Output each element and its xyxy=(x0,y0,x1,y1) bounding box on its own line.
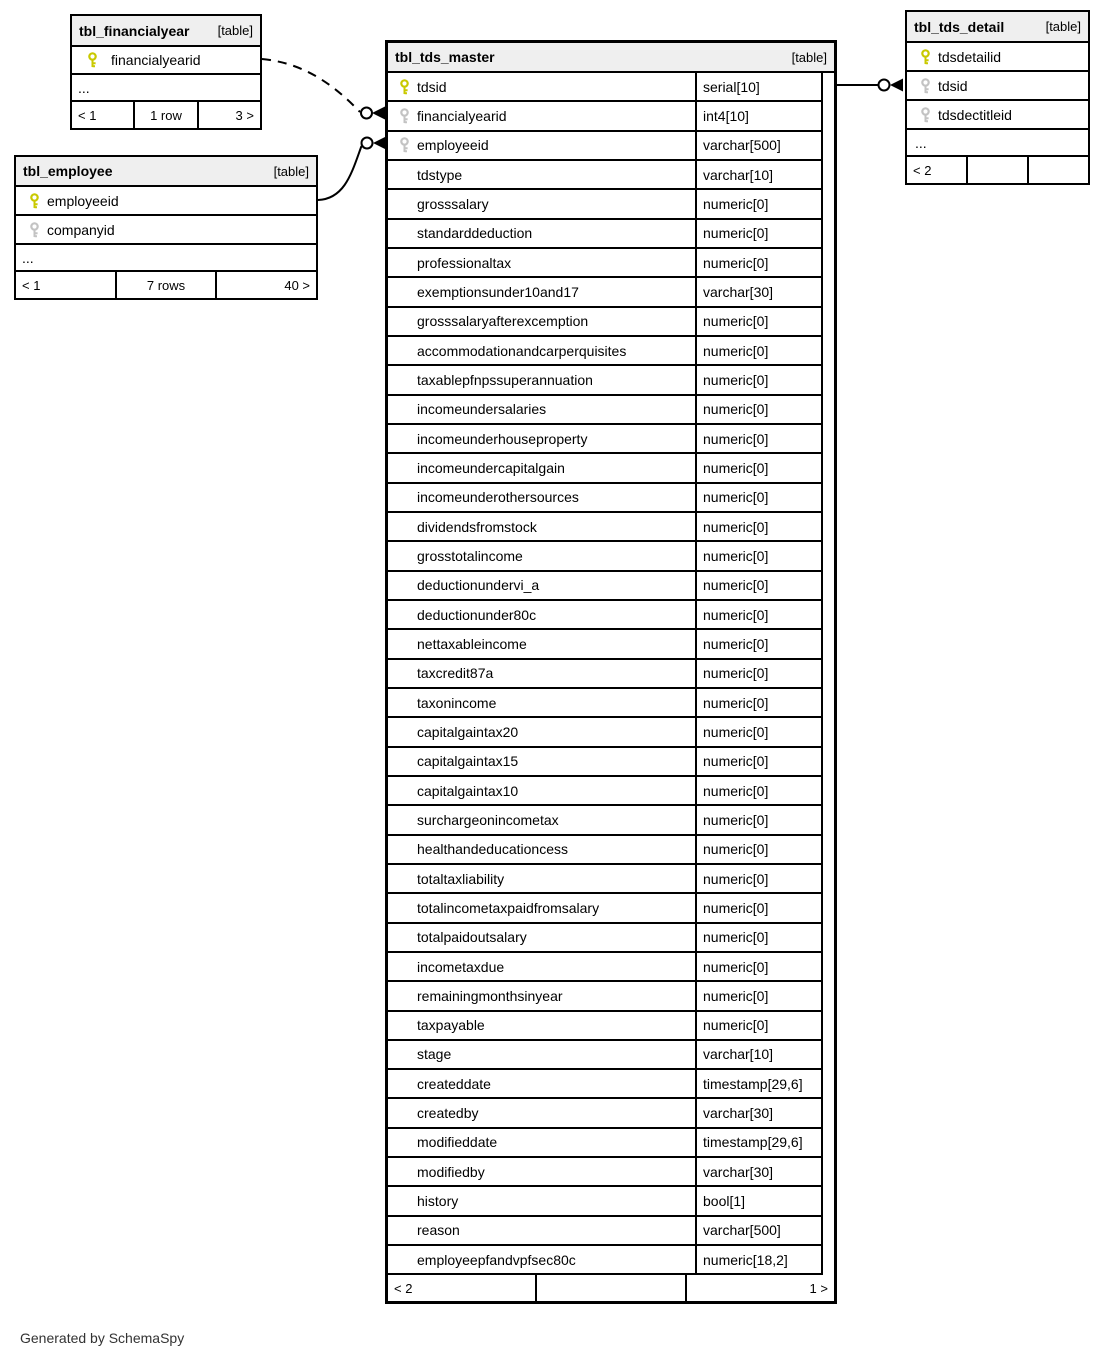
column-name: employeeid xyxy=(47,192,119,209)
footer-prev-count: < 2 xyxy=(913,162,932,178)
column-type: numeric[0] xyxy=(695,572,821,599)
relation-anchor-strip xyxy=(821,73,834,1275)
column-type: varchar[30] xyxy=(695,1099,821,1126)
column-type: timestamp[29,6] xyxy=(695,1129,821,1156)
generator-note: Generated by SchemaSpy xyxy=(20,1330,185,1346)
table-row xyxy=(388,220,821,249)
column-name: professionaltax xyxy=(417,254,512,271)
table-tbl_financialyear[interactable] xyxy=(70,14,262,130)
table-footer xyxy=(16,272,316,298)
column-type: varchar[30] xyxy=(695,278,821,305)
column-type: numeric[0] xyxy=(695,660,821,687)
column-name: healthandeducationcess xyxy=(417,841,569,858)
column-name: ... xyxy=(915,134,927,151)
table-header xyxy=(388,43,834,73)
table-header xyxy=(16,157,316,187)
column-name: capitalgaintax20 xyxy=(417,723,519,740)
footer-row-count xyxy=(535,1275,684,1301)
table-row xyxy=(388,1217,821,1246)
table-row xyxy=(388,249,821,278)
column-name: nettaxableincome xyxy=(417,635,527,652)
table-row xyxy=(388,396,821,425)
footer-prev-count: < 1 xyxy=(78,107,97,123)
table-row xyxy=(907,72,1088,101)
footer-prev-count: < 2 xyxy=(394,1280,413,1296)
column-type: numeric[0] xyxy=(695,689,821,716)
column-type: bool[1] xyxy=(695,1187,821,1214)
column-name: tdsdectitleid xyxy=(938,106,1012,123)
column-name: employeepfandvpfsec80c xyxy=(417,1251,576,1268)
column-name: employeeid xyxy=(417,137,489,154)
column-type: varchar[10] xyxy=(695,161,821,188)
key-icon xyxy=(919,78,932,94)
column-type: numeric[0] xyxy=(695,748,821,775)
column-name: exemptionsunder10and17 xyxy=(417,283,579,300)
column-name: grosssalaryafterexcemption xyxy=(417,313,589,330)
column-type: numeric[0] xyxy=(695,924,821,951)
column-type: numeric[0] xyxy=(695,454,821,481)
footer-next-count: 40 > xyxy=(215,272,316,298)
column-type: serial[10] xyxy=(695,73,821,100)
table-row xyxy=(388,836,821,865)
column-name: grosssalary xyxy=(417,195,489,212)
footer-row-count: 1 row xyxy=(133,102,196,128)
column-type: varchar[30] xyxy=(695,1158,821,1185)
column-name: ... xyxy=(78,79,90,96)
table-row xyxy=(388,806,821,835)
column-name: surchargeonincometax xyxy=(417,811,559,828)
column-name: dividendsfromstock xyxy=(417,518,537,535)
key-icon xyxy=(919,107,932,123)
column-type: numeric[0] xyxy=(695,425,821,452)
column-name: capitalgaintax15 xyxy=(417,753,519,770)
column-name: tdsid xyxy=(938,77,968,94)
table-row xyxy=(907,43,1088,72)
table-row xyxy=(388,73,821,102)
table-footer xyxy=(72,102,260,128)
column-name: reason xyxy=(417,1222,460,1239)
key-icon xyxy=(28,222,41,238)
column-name: totaltaxliability xyxy=(417,870,505,887)
table-header xyxy=(72,16,260,47)
column-name: remainingmonthsinyear xyxy=(417,987,563,1004)
column-name: taxpayable xyxy=(417,1017,485,1034)
column-type: numeric[0] xyxy=(695,894,821,921)
key-icon xyxy=(919,49,932,65)
table-row xyxy=(16,216,316,245)
column-type: varchar[500] xyxy=(695,1217,821,1244)
table-row xyxy=(388,337,821,366)
column-name: standarddeduction xyxy=(417,225,533,242)
key-icon xyxy=(398,108,411,124)
table-row xyxy=(388,894,821,923)
column-name: tdstype xyxy=(417,166,463,183)
table-row xyxy=(907,130,1088,157)
column-type: numeric[0] xyxy=(695,601,821,628)
column-name: stage xyxy=(417,1046,452,1063)
table-row xyxy=(388,718,821,747)
column-name: taxcredit87a xyxy=(417,665,494,682)
column-type: varchar[10] xyxy=(695,1041,821,1068)
table-row xyxy=(388,366,821,395)
table-name: tbl_financialyear xyxy=(79,22,190,39)
table-row xyxy=(388,484,821,513)
column-name: incomeunderothersources xyxy=(417,489,579,506)
column-type: numeric[0] xyxy=(695,718,821,745)
column-type: numeric[0] xyxy=(695,396,821,423)
key-icon xyxy=(28,193,41,209)
table-row xyxy=(388,1070,821,1099)
footer-next-count: 1 > xyxy=(685,1275,834,1301)
table-row xyxy=(16,187,316,216)
table-row xyxy=(388,982,821,1011)
column-name: incometaxdue xyxy=(417,958,505,975)
table-row xyxy=(388,308,821,337)
column-type: numeric[0] xyxy=(695,1012,821,1039)
table-type-badge: [table] xyxy=(273,163,309,179)
table-row xyxy=(72,75,260,102)
column-type: int4[10] xyxy=(695,102,821,129)
table-header xyxy=(907,12,1088,43)
table-footer xyxy=(907,157,1088,183)
column-type: numeric[0] xyxy=(695,836,821,863)
table-row xyxy=(388,953,821,982)
key-icon xyxy=(398,137,411,153)
column-type: numeric[0] xyxy=(695,513,821,540)
column-name: modifieddate xyxy=(417,1134,498,1151)
column-name: createdby xyxy=(417,1105,479,1122)
table-row xyxy=(907,101,1088,130)
table-row xyxy=(388,1187,821,1216)
table-row xyxy=(388,161,821,190)
column-name: deductionundervi_a xyxy=(417,577,540,594)
table-row xyxy=(388,132,821,161)
relationship-employee-to-master xyxy=(318,137,386,201)
table-tbl_tds_detail[interactable] xyxy=(905,10,1090,185)
table-row xyxy=(388,1129,821,1158)
table-row xyxy=(388,454,821,483)
table-footer xyxy=(388,1275,834,1301)
column-name: accommodationandcarperquisites xyxy=(417,342,627,359)
table-row xyxy=(388,278,821,307)
footer-next-count: 3 > xyxy=(197,102,260,128)
column-type: numeric[0] xyxy=(695,366,821,393)
column-type: numeric[0] xyxy=(695,220,821,247)
table-row xyxy=(388,572,821,601)
column-name: deductionunder80c xyxy=(417,606,537,623)
column-type: numeric[0] xyxy=(695,982,821,1009)
column-name: tdsid xyxy=(417,78,447,95)
column-type: timestamp[29,6] xyxy=(695,1070,821,1097)
table-tbl_tds_master[interactable] xyxy=(385,40,837,1304)
table-type-badge: [table] xyxy=(791,49,827,65)
table-row xyxy=(388,102,821,131)
table-row xyxy=(388,1099,821,1128)
column-name: financialyearid xyxy=(111,52,201,68)
column-type: numeric[0] xyxy=(695,337,821,364)
table-row xyxy=(16,245,316,272)
footer-row-count: 7 rows xyxy=(115,272,216,298)
table-row xyxy=(388,1012,821,1041)
table-row xyxy=(388,1041,821,1070)
column-type: varchar[500] xyxy=(695,132,821,159)
column-name: totalpaidoutsalary xyxy=(417,929,527,946)
table-row xyxy=(388,542,821,571)
column-type: numeric[0] xyxy=(695,484,821,511)
relationship-financialyear-to-master xyxy=(262,59,385,120)
column-name: incomeundersalaries xyxy=(417,401,547,418)
column-name: ... xyxy=(22,249,34,266)
column-type: numeric[18,2] xyxy=(695,1246,821,1273)
column-name: incomeundercapitalgain xyxy=(417,459,565,476)
table-tbl_employee[interactable] xyxy=(14,155,318,300)
footer-next-count xyxy=(1027,157,1088,183)
footer-prev-count: < 1 xyxy=(22,277,41,293)
column-name: companyid xyxy=(47,221,115,238)
column-name: modifiedby xyxy=(417,1163,485,1180)
column-type: numeric[0] xyxy=(695,953,821,980)
column-name: incomeunderhouseproperty xyxy=(417,430,588,447)
column-name: createddate xyxy=(417,1075,491,1092)
table-row xyxy=(388,777,821,806)
column-type: numeric[0] xyxy=(695,777,821,804)
table-row xyxy=(388,689,821,718)
column-type: numeric[0] xyxy=(695,542,821,569)
table-row xyxy=(388,601,821,630)
table-row xyxy=(388,1158,821,1187)
table-row xyxy=(388,1246,821,1275)
table-type-badge: [table] xyxy=(1045,19,1081,34)
column-type: numeric[0] xyxy=(695,249,821,276)
table-row xyxy=(388,425,821,454)
table-row xyxy=(388,924,821,953)
column-name: financialyearid xyxy=(417,107,507,124)
table-name: tbl_employee xyxy=(23,163,113,179)
column-name: taxonincome xyxy=(417,694,497,711)
column-name: tdsdetailid xyxy=(938,48,1002,65)
table-row xyxy=(388,630,821,659)
column-name: history xyxy=(417,1193,459,1210)
key-icon xyxy=(398,79,411,95)
column-type: numeric[0] xyxy=(695,630,821,657)
column-name: taxablepfnpssuperannuation xyxy=(417,371,593,388)
table-name: tbl_tds_detail xyxy=(914,18,1005,35)
footer-row-count xyxy=(966,157,1027,183)
column-type: numeric[0] xyxy=(695,190,821,217)
table-row xyxy=(388,748,821,777)
table-row xyxy=(388,190,821,219)
table-row xyxy=(388,513,821,542)
table-name: tbl_tds_master xyxy=(395,49,495,65)
table-row xyxy=(388,865,821,894)
column-name: totalincometaxpaidfromsalary xyxy=(417,899,600,916)
column-name: capitalgaintax10 xyxy=(417,782,519,799)
key-icon xyxy=(86,52,99,68)
column-type: numeric[0] xyxy=(695,308,821,335)
table-row xyxy=(388,660,821,689)
column-type: numeric[0] xyxy=(695,865,821,892)
column-name: grosstotalincome xyxy=(417,547,523,564)
table-row xyxy=(72,47,260,75)
table-type-badge: [table] xyxy=(217,23,253,38)
column-type: numeric[0] xyxy=(695,806,821,833)
